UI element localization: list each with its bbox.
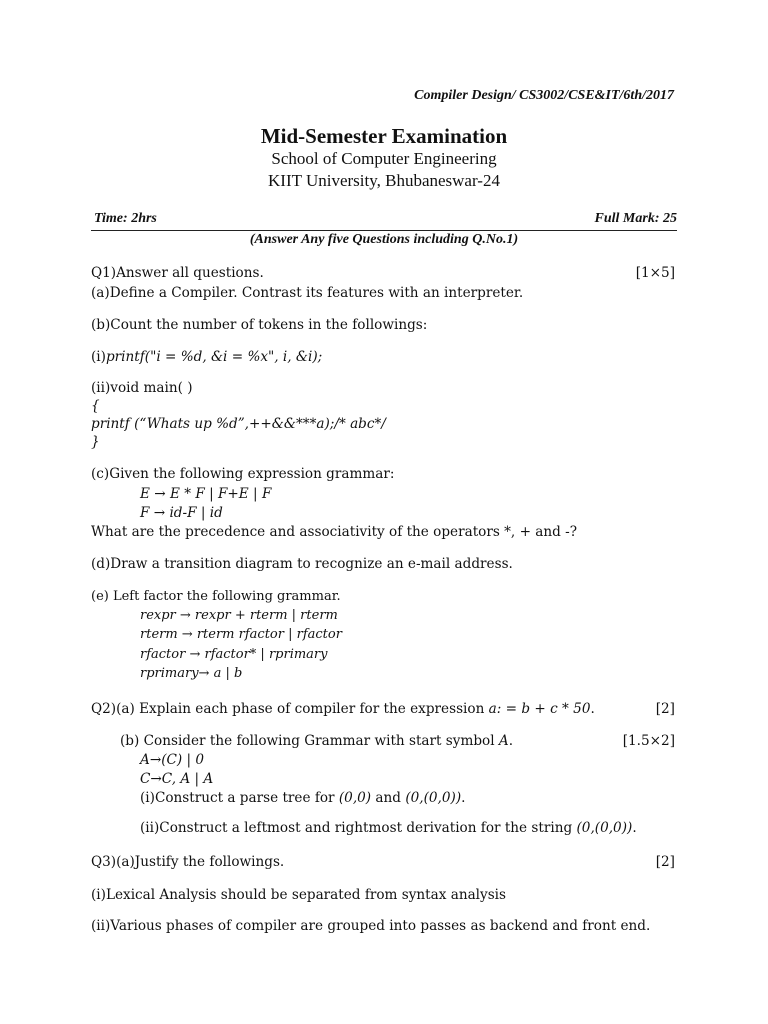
q2-b-ii-text: (ii)Construct a leftmost and rightmost derivation for the string xyxy=(140,820,577,836)
q1-b-i xyxy=(91,349,322,365)
q2-b-end: . xyxy=(508,733,514,749)
q2-b-i-and: and xyxy=(371,790,406,806)
q3-ii: (ii)Various phases of compiler are grouped into passes as backend and front end. xyxy=(91,918,651,934)
q1-b-i-label: (i) xyxy=(91,349,106,365)
q1-e: (e) Left factor the following grammar. xyxy=(91,589,341,604)
q2-b-i-text: (i)Construct a parse tree for xyxy=(140,790,339,806)
q1-c-grammar-1: E → E * F | F+E | F xyxy=(140,486,272,502)
q2-a xyxy=(91,701,595,717)
q2-b-i xyxy=(140,790,465,806)
q2-a-marks: [2] xyxy=(655,701,675,717)
course-code: Compiler Design/ CS3002/CSE&IT/6th/2017 xyxy=(414,88,674,103)
q2-a-expression: a: = b + c * 50 xyxy=(488,701,591,717)
q2-b-i-string-1: (0,0) xyxy=(338,790,372,806)
q2-a-text: Q2)(a) Explain each phase of compiler for the expression xyxy=(91,701,489,717)
q1-e-grammar-2: rterm → rterm rfactor | rfactor xyxy=(140,627,342,642)
q1-a: (a)Define a Compiler. Contrast its features with an interpreter. xyxy=(91,285,524,301)
q1-b-ii-open-brace: { xyxy=(91,398,100,414)
q2-b-start-symbol: A xyxy=(498,733,509,749)
q1-b-ii-close-brace: } xyxy=(91,434,100,450)
full-mark: Full Mark: 25 xyxy=(594,211,677,226)
q2-a-end: . xyxy=(590,701,595,717)
q2-b-i-end: . xyxy=(461,790,466,806)
q1-b: (b)Count the number of tokens in the followings: xyxy=(91,317,428,333)
q1-heading: Q1)Answer all questions. xyxy=(91,265,264,281)
q1-e-grammar-4: rprimary→ a | b xyxy=(140,666,243,681)
q2-b-ii-string: (0,(0,0)) xyxy=(576,820,633,836)
q2-b xyxy=(120,733,513,749)
q2-b-ii-end: . xyxy=(632,820,637,836)
q2-b-ii xyxy=(140,820,637,836)
q1-e-grammar-1: rexpr → rexpr + rterm | rterm xyxy=(140,608,338,623)
q1-e-grammar-3: rfactor → rfactor* | rprimary xyxy=(140,647,328,662)
school-name: School of Computer Engineering xyxy=(271,149,497,168)
q1-b-ii-code: printf (“Whats up %d”,++&&***a);/* abc*/ xyxy=(91,416,386,432)
exam-title: Mid-Semester Examination xyxy=(260,124,508,148)
q2-b-i-string-2: (0,(0,0)) xyxy=(405,790,462,806)
q1-b-ii: (ii)void main( ) xyxy=(91,380,193,396)
q1-marks: [1×5] xyxy=(635,265,675,281)
q1-c-question: What are the precedence and associativity of the operators *, + and -? xyxy=(91,524,578,540)
q2-b-grammar-1: A→(C) | 0 xyxy=(140,752,205,768)
q1-d: (d)Draw a transition diagram to recognize an e-mail address. xyxy=(91,556,513,572)
exam-time: Time: 2hrs xyxy=(94,211,157,226)
header-divider xyxy=(91,230,677,231)
q1-c: (c)Given the following expression grammar: xyxy=(91,466,395,482)
q3-i: (i)Lexical Analysis should be separated from syntax analysis xyxy=(91,887,507,903)
university-name: KIIT University, Bhubaneswar-24 xyxy=(268,171,500,190)
q2-b-marks: [1.5×2] xyxy=(622,733,675,749)
q3-a: Q3)(a)Justify the followings. xyxy=(91,854,285,870)
q1-b-i-code: printf("i = %d, &i = %x", i, &i); xyxy=(105,349,323,365)
q1-c-grammar-2: F → id-F | id xyxy=(140,505,223,521)
exam-instruction: (Answer Any five Questions including Q.No.1) xyxy=(249,232,519,247)
q3-a-marks: [2] xyxy=(655,854,675,870)
q2-b-grammar-2: C→C, A | A xyxy=(140,771,214,787)
q2-b-text: (b) Consider the following Grammar with start symbol xyxy=(120,733,499,749)
